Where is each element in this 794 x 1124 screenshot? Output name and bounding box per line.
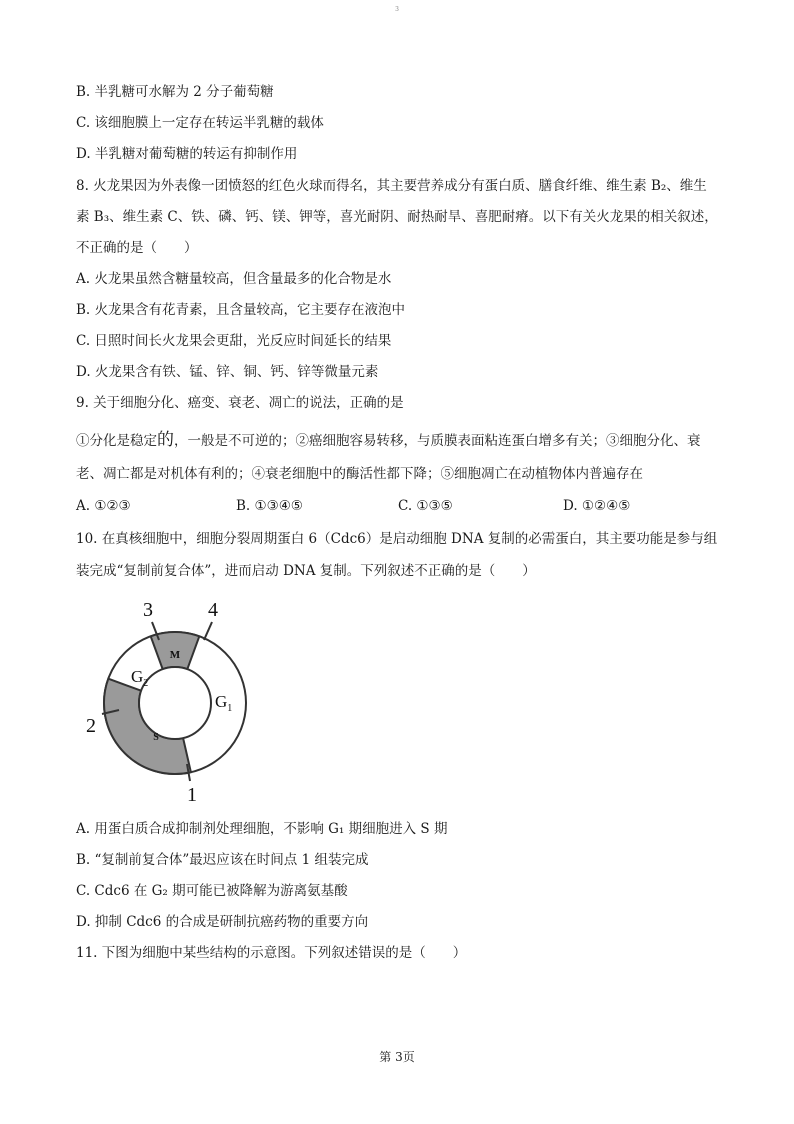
time-point-4-label: 4 <box>208 599 218 621</box>
g2-phase-letter: G <box>131 667 144 686</box>
q8-stem-line1: 8. 火龙果因为外表像一团愤怒的红色火球而得名，其主要营养成分有蛋白质、膳食纤维、维生素 B₂、维生 <box>76 178 707 194</box>
header-mark: 3 <box>395 6 399 13</box>
q11-stem: 11. 下图为细胞中某些结构的示意图。下列叙述错误的是（ ） <box>76 945 467 961</box>
q9-line1-part-b: 的 <box>157 430 174 450</box>
time-point-4-tick <box>204 622 212 640</box>
time-point-1-label: 1 <box>187 784 197 806</box>
q9-line1-part-c: ，一般是不可逆的；②癌细胞容易转移，与质膜表面粘连蛋白增多有关；③细胞分化、衰 <box>174 433 701 449</box>
cell-cycle-inner-circle <box>139 667 211 739</box>
q9-stem: 9. 关于细胞分化、癌变、衰老、凋亡的说法，正确的是 <box>76 395 404 411</box>
g1-phase-letter: G <box>215 692 228 711</box>
q10-stem-line2: 装完成“复制前复合体”，进而启动 DNA 复制。下列叙述不正确的是（ ） <box>76 563 536 579</box>
q10-stem-line1: 10. 在真核细胞中，细胞分裂周期蛋白 6（Cdc6）是启动细胞 DNA 复制的必需蛋白，其主要功能是参与组 <box>76 531 718 547</box>
q10-option-b: B. “复制前复合体”最迟应该在时间点 1 组装完成 <box>76 852 369 868</box>
g2-phase-subscript: 2 <box>143 678 149 689</box>
time-point-2-label: 2 <box>86 715 96 737</box>
q10-option-a: A. 用蛋白质合成抑制剂处理细胞，不影响 G₁ 期细胞进入 S 期 <box>76 821 448 837</box>
q10-option-d: D. 抑制 Cdc6 的合成是研制抗癌药物的重要方向 <box>76 914 369 930</box>
q7-option-b: B. 半乳糖可水解为 2 分子葡萄糖 <box>76 84 274 100</box>
q9-option-c: C. ①③⑤ <box>398 498 453 514</box>
q9-line1-part-a: ①分化是稳定 <box>76 433 157 449</box>
q8-option-c: C. 日照时间长火龙果会更甜，光反应时间延长的结果 <box>76 333 392 349</box>
q8-option-a: A. 火龙果虽然含糖量较高，但含量最多的化合物是水 <box>76 271 392 287</box>
time-point-3-label: 3 <box>143 599 153 621</box>
q9-statements-line1 <box>76 431 701 450</box>
q9-statements-line2: 老、凋亡都是对机体有利的；④衰老细胞中的酶活性都下降；⑤细胞凋亡在动植物体内普遍存在 <box>76 466 643 482</box>
q9-option-d: D. ①②④⑤ <box>563 498 631 514</box>
m-phase-label: M <box>169 649 181 661</box>
q8-option-d: D. 火龙果含有铁、锰、锌、铜、钙、锌等微量元素 <box>76 364 379 380</box>
q8-stem-line3: 不正确的是（ ） <box>76 240 198 256</box>
cell-cycle-diagram <box>80 596 270 806</box>
q8-stem-line2: 素 B₃、维生素 C、铁、磷、钙、镁、钾等，喜光耐阴、耐热耐旱、喜肥耐瘠。以下有关火龙果的相关叙述， <box>76 209 718 225</box>
q9-option-a: A. ①②③ <box>76 498 131 514</box>
q8-option-b: B. 火龙果含有花青素，且含量较高，它主要存在液泡中 <box>76 302 406 318</box>
q9-option-b: B. ①③④⑤ <box>236 498 303 514</box>
q10-option-c: C. Cdc6 在 G₂ 期可能已被降解为游离氨基酸 <box>76 883 348 899</box>
s-phase-label: S <box>153 732 159 743</box>
g1-phase-subscript: 1 <box>227 703 233 714</box>
q7-option-c: C. 该细胞膜上一定存在转运半乳糖的载体 <box>76 115 324 131</box>
page-number: 第 3页 <box>379 1050 415 1064</box>
q7-option-d: D. 半乳糖对葡萄糖的转运有抑制作用 <box>76 146 298 162</box>
